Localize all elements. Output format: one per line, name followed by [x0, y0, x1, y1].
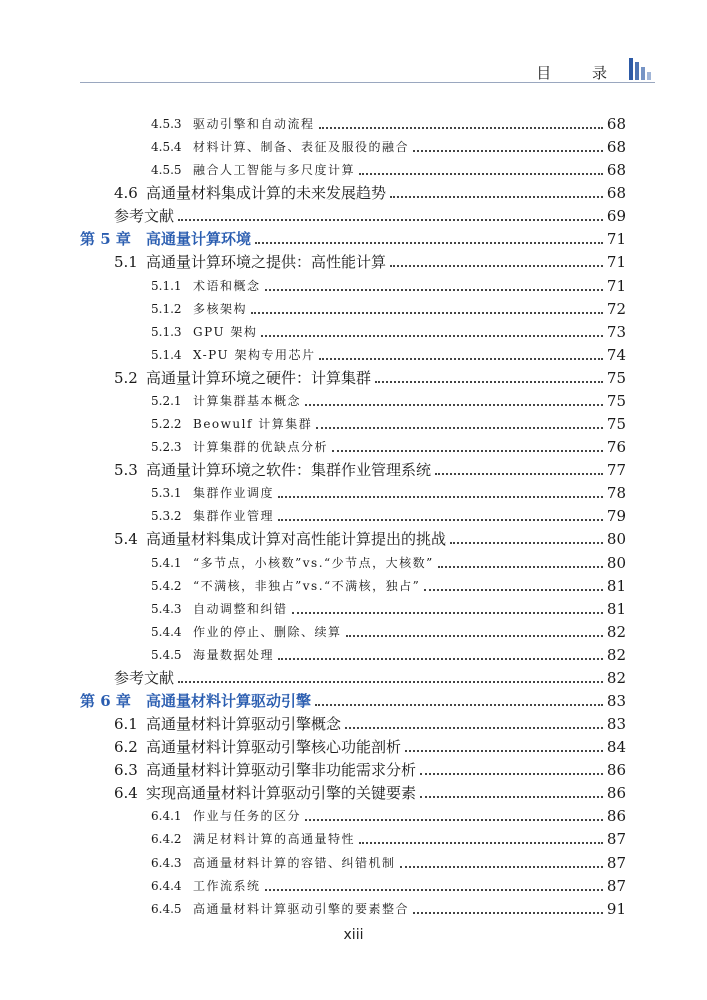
dot-leader — [413, 912, 603, 914]
dot-leader — [255, 242, 603, 244]
toc-entry — [114, 664, 626, 687]
dot-leader — [405, 750, 603, 752]
toc-entry — [151, 825, 626, 848]
toc-entry-title: “多节点，小核数”vs.“少节点，大核数” — [193, 556, 434, 570]
toc-entry-number: 5.4.3 — [151, 602, 182, 616]
toc-entry — [114, 179, 626, 202]
toc-entry-number: 6.4.5 — [151, 902, 182, 916]
dot-leader — [420, 796, 603, 798]
toc-entry-page: 75 — [606, 392, 626, 410]
toc-entry-title: 高通量计算环境之提供：高性能计算 — [146, 253, 387, 271]
toc-entry-page: 68 — [606, 138, 626, 156]
toc-entry — [151, 641, 626, 664]
toc-entry-number: 5.2.1 — [151, 394, 182, 408]
toc-entry — [114, 525, 626, 548]
toc-entry-page: 75 — [606, 369, 626, 387]
dot-leader — [375, 381, 603, 383]
toc-entry-title: 作业的停止、删除、续算 — [193, 625, 342, 639]
header-title: 目 录 — [536, 64, 625, 82]
toc-entry-page: 82 — [606, 646, 626, 664]
dot-leader — [424, 589, 603, 591]
toc-entry-number: 6.4.3 — [151, 856, 182, 870]
toc-entry — [151, 156, 626, 179]
dot-leader — [265, 289, 603, 291]
toc-entry-title: 高通量材料集成计算对高性能计算提出的挑战 — [146, 530, 447, 548]
toc-entry-number: 5.1.2 — [151, 302, 182, 316]
toc-entry-page: 68 — [606, 184, 626, 202]
toc-entry-page: 76 — [606, 438, 626, 456]
toc-entry-title: 计算集群基本概念 — [193, 394, 302, 408]
toc-entry-number: 6.1 — [114, 715, 138, 733]
toc-entry-number: 5.2.2 — [151, 417, 182, 431]
toc-entry — [151, 618, 626, 641]
toc-entry-number: 5.1 — [114, 253, 138, 271]
page-header — [0, 58, 707, 86]
toc-entry-title: 高通量材料计算的容错、纠错机制 — [193, 856, 396, 870]
toc-entry-page: 68 — [606, 161, 626, 179]
toc-entry-title: 多核架构 — [193, 302, 248, 316]
toc-entry-number: 5.1.4 — [151, 348, 182, 362]
toc-entry-page: 73 — [606, 323, 626, 341]
toc-entry-page: 77 — [606, 461, 626, 479]
toc-entry-title: 工作流系统 — [193, 879, 261, 893]
dot-leader — [359, 173, 603, 175]
toc-entry-number: 6.4.2 — [151, 832, 182, 846]
toc-entry — [114, 456, 626, 479]
toc-entry-title: 材料计算、制备、表征及服役的融合 — [193, 140, 410, 154]
toc-entry — [114, 710, 626, 733]
toc-entry-page: 82 — [606, 669, 626, 687]
toc-entry-number: 5.4.5 — [151, 648, 182, 662]
toc-entry-page: 83 — [606, 692, 626, 710]
toc-entry-title: 集群作业调度 — [193, 486, 275, 500]
toc-entry-number: 4.5.3 — [151, 117, 182, 131]
toc-entry — [151, 295, 626, 318]
toc-entry — [151, 872, 626, 895]
toc-entry — [151, 272, 626, 295]
dot-leader — [316, 427, 603, 429]
toc-entry — [151, 133, 626, 156]
toc-entry-number: 5.1.3 — [151, 325, 182, 339]
toc-chapter-entry — [80, 687, 626, 710]
toc-entry-page: 81 — [606, 600, 626, 618]
toc-entry — [151, 895, 626, 918]
toc-entry-title: 高通量材料计算驱动引擎核心功能剖析 — [146, 738, 402, 756]
dot-leader — [390, 196, 603, 198]
dot-leader — [332, 450, 603, 452]
dot-leader — [251, 312, 603, 314]
toc-entry-number: 6.4.4 — [151, 879, 182, 893]
toc-entry-title: GPU 架构 — [193, 325, 258, 339]
toc-entry — [151, 572, 626, 595]
toc-entry-number: 5.1.1 — [151, 279, 182, 293]
toc-entry-page: 86 — [606, 807, 626, 825]
toc-entry — [151, 595, 626, 618]
dot-leader — [450, 542, 603, 544]
dot-leader — [319, 358, 602, 360]
page-number: xiii — [343, 927, 364, 943]
toc-entry-title: 满足材料计算的高通量特性 — [193, 832, 356, 846]
toc-entry-number: 4.5.5 — [151, 163, 182, 177]
dot-leader — [359, 842, 603, 844]
dot-leader — [278, 496, 603, 498]
toc-entry-number: 6.4.1 — [151, 809, 182, 823]
toc-entry-page: 82 — [606, 623, 626, 641]
dot-leader — [278, 658, 603, 660]
dot-leader — [261, 335, 603, 337]
toc-entry-page: 71 — [606, 230, 626, 248]
toc-entry-number: 5.3 — [114, 461, 138, 479]
toc-entry-title: 融合人工智能与多尺度计算 — [193, 163, 356, 177]
toc-entry — [151, 549, 626, 572]
toc-entry — [151, 110, 626, 133]
toc-entry-title: 高通量材料计算驱动引擎的要素整合 — [193, 902, 410, 916]
toc-entry-number: 5.3.1 — [151, 486, 182, 500]
toc-entry-number: 6.2 — [114, 738, 138, 756]
toc-entry-number: 6.3 — [114, 761, 138, 779]
toc-entry-title: 高通量计算环境之硬件：计算集群 — [146, 369, 372, 387]
toc-entry-title: 计算集群的优缺点分析 — [193, 440, 329, 454]
toc-entry — [151, 410, 626, 433]
bar-chart-icon — [629, 58, 655, 80]
toc-entry-number: 4.6 — [114, 184, 138, 202]
toc-entry — [114, 779, 626, 802]
dot-leader — [305, 819, 603, 821]
dot-leader — [292, 612, 603, 614]
toc-entry-title: X-PU 架构专用芯片 — [193, 348, 316, 362]
toc-entry-page: 68 — [606, 115, 626, 133]
dot-leader — [265, 889, 603, 891]
toc-entry-number: 5.4.4 — [151, 625, 182, 639]
toc-entry-title: “不满核，非独占”vs.“不满核，独占” — [193, 579, 421, 593]
toc-entry-number: 第 5 章 — [80, 230, 131, 248]
dot-leader — [390, 265, 603, 267]
toc-entry — [151, 433, 626, 456]
toc-entry-page: 81 — [606, 577, 626, 595]
toc-entry-page: 84 — [606, 738, 626, 756]
toc-entry — [151, 849, 626, 872]
toc-entry-title: 海量数据处理 — [193, 648, 275, 662]
dot-leader — [438, 566, 603, 568]
dot-leader — [346, 635, 603, 637]
toc-entry-title: 参考文献 — [114, 669, 175, 687]
toc-entry-number: 5.3.2 — [151, 509, 182, 523]
toc-entry — [151, 387, 626, 410]
toc-entry-title: 高通量计算环境 — [146, 230, 252, 248]
toc-entry-title: 高通量计算环境之软件：集群作业管理系统 — [146, 461, 432, 479]
toc-entry-page: 69 — [606, 207, 626, 225]
toc-entry — [151, 802, 626, 825]
toc-entry-page: 71 — [606, 277, 626, 295]
toc-entry — [151, 502, 626, 525]
toc-entry-page: 71 — [606, 253, 626, 271]
toc-entry-page: 80 — [606, 530, 626, 548]
toc-entry-number: 4.5.4 — [151, 140, 182, 154]
toc-entry-page: 86 — [606, 784, 626, 802]
toc-entry-number: 5.2 — [114, 369, 138, 387]
toc-entry-page: 91 — [606, 900, 626, 918]
toc-entry-title: 术语和概念 — [193, 279, 261, 293]
toc-entry-number: 5.2.3 — [151, 440, 182, 454]
toc-entry-title: 高通量材料集成计算的未来发展趋势 — [146, 184, 387, 202]
toc-entry-title: 驱动引擎和自动流程 — [193, 117, 315, 131]
toc-entry — [151, 479, 626, 502]
toc-entry — [114, 756, 626, 779]
toc-entry-number: 5.4 — [114, 530, 138, 548]
toc-entry-number: 5.4.1 — [151, 556, 182, 570]
toc-entry-number: 6.4 — [114, 784, 138, 802]
toc-entry-page: 80 — [606, 554, 626, 572]
toc-entry-page: 78 — [606, 484, 626, 502]
header-rule — [80, 82, 655, 83]
dot-leader — [413, 150, 603, 152]
dot-leader — [305, 404, 603, 406]
dot-leader — [400, 866, 603, 868]
toc-entry-page: 87 — [606, 854, 626, 872]
dot-leader — [178, 681, 603, 683]
dot-leader — [319, 127, 603, 129]
toc-entry-title: 参考文献 — [114, 207, 175, 225]
toc-entry-page: 79 — [606, 507, 626, 525]
dot-leader — [345, 727, 603, 729]
toc-entry — [114, 364, 626, 387]
toc-entry-title: 自动调整和纠错 — [193, 602, 288, 616]
toc-entry-number: 第 6 章 — [80, 692, 131, 710]
toc-entry-title: Beowulf 计算集群 — [193, 417, 313, 431]
toc-entry-page: 86 — [606, 761, 626, 779]
toc-entry-page: 83 — [606, 715, 626, 733]
toc-entry — [151, 318, 626, 341]
toc-entry-title: 作业与任务的区分 — [193, 809, 302, 823]
toc-entry-page: 72 — [606, 300, 626, 318]
toc-entry-title: 集群作业管理 — [193, 509, 275, 523]
toc-entry-page: 87 — [606, 830, 626, 848]
dot-leader — [315, 704, 603, 706]
toc-entry-number: 5.4.2 — [151, 579, 182, 593]
toc-chapter-entry — [80, 225, 626, 248]
toc-entry-title: 高通量材料计算驱动引擎非功能需求分析 — [146, 761, 417, 779]
toc-entry — [151, 341, 626, 364]
toc-entry-page: 74 — [606, 346, 626, 364]
toc-entry-title: 高通量材料计算驱动引擎 — [146, 692, 312, 710]
dot-leader — [435, 473, 603, 475]
toc-entry-title: 实现高通量材料计算驱动引擎的关键要素 — [146, 784, 417, 802]
dot-leader — [420, 773, 603, 775]
dot-leader — [178, 219, 603, 221]
toc-entry-page: 87 — [606, 877, 626, 895]
dot-leader — [278, 519, 603, 521]
toc-entry-page: 75 — [606, 415, 626, 433]
toc-entry — [114, 733, 626, 756]
toc-entry — [114, 202, 626, 225]
toc-entry — [114, 248, 626, 271]
toc-entry-title: 高通量材料计算驱动引擎概念 — [146, 715, 342, 733]
